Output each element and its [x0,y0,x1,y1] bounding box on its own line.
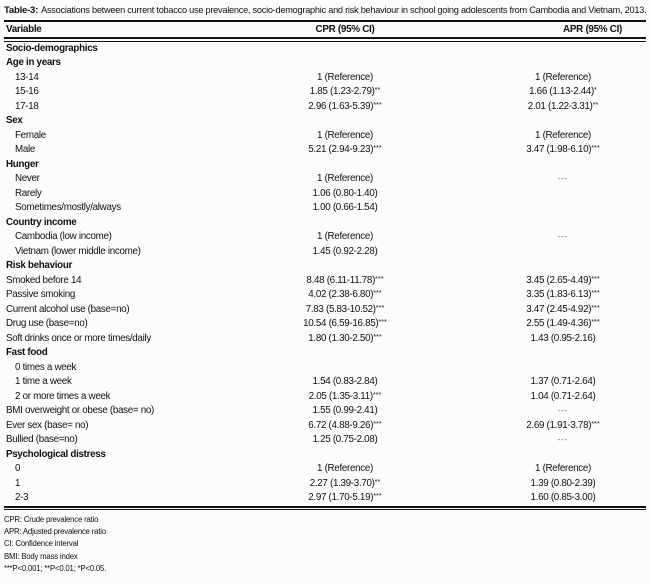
significance-asterisks: *** [378,317,387,326]
footnote-line: APR: Adjusted prevalence ratio [4,527,106,537]
variable-cell: Hunger [6,158,39,170]
variable-cell: 15-16 [15,86,39,97]
significance-asterisks: *** [375,302,385,312]
cpr-value-cell: 1.55 (0.99-2.41) [312,405,378,416]
apr-value-cell: 1.04 (0.71-2.64) [530,390,596,402]
variable-cell: Psychological distress [6,448,106,460]
apr-value-cell [480,448,646,463]
cpr-value-cell [210,56,480,71]
significance-asterisks: *** [591,418,600,428]
table-row [4,201,646,216]
cpr-value-cell: 1.80 (1.30-2.50)*** [308,331,382,344]
variable-cell: Vietnam (lower middle income) [15,245,141,257]
table-row [4,245,646,260]
apr-value-cell [480,42,646,57]
cpr-value-cell: 4.02 (2.38-6.80)*** [308,288,382,300]
variable-cell: 17-18 [15,100,39,112]
col-header-cpr: CPR (95% CI) [315,24,375,35]
apr-value-cell: 1.37 (0.71-2.64) [530,376,596,387]
cpr-value-cell: 1 (Reference) [317,173,373,184]
table-row [4,419,646,434]
apr-value-cell [480,114,646,129]
table-row [4,274,646,289]
significance-asterisks: *** [591,302,600,312]
cpr-value-cell: 1.85 (1.23-2.79)** [309,85,381,97]
significance-asterisks: ** [374,476,381,486]
table-row [4,361,646,376]
table-row [4,85,646,100]
table-row [4,71,646,86]
apr-value-cell [480,201,646,216]
table-row [4,332,646,347]
table-row [4,404,646,419]
table-row [4,477,646,492]
variable-cell: Socio-demographics [6,42,98,54]
footnote-line: CI: Confidence interval [4,539,79,549]
significance-asterisks: ** [592,99,599,109]
variable-cell: 1 time a week [15,376,72,387]
table-row [4,216,646,231]
apr-value-cell [480,172,646,187]
variable-cell: Ever sex (base= no) [6,419,89,431]
cpr-value-cell: 1.25 (0.75-2.08) [312,434,378,445]
no-value-dashes: --- [557,435,569,444]
cpr-value-cell [210,346,480,361]
variable-cell: 0 times a week [15,361,77,373]
apr-value-cell: 3.47 (1.98-6.10)*** [526,143,600,155]
variable-cell: Risk behaviour [6,260,73,271]
table-number-label: Table-3: [4,5,39,16]
table-row [4,56,646,71]
cpr-value-cell: 2.05 (1.35-3.11)*** [308,389,382,402]
cpr-value-cell: 6.72 (4.88-9.26)*** [308,418,382,431]
significance-asterisks: *** [375,273,384,283]
variable-cell: Current alcohol use (base=no) [6,303,130,315]
cpr-value-cell: 1 (Reference) [317,71,373,83]
table-row [4,129,646,144]
apr-value-cell [480,56,646,71]
apr-value-cell [480,230,646,245]
footnotes [4,510,646,575]
cpr-value-cell: 8.48 (6.11-11.78)*** [306,273,384,286]
apr-value-cell [480,404,646,419]
apr-value-cell [480,158,646,173]
significance-asterisks: *** [373,491,382,500]
table-row [4,187,646,202]
variable-cell: Sex [6,115,23,126]
table-row [4,303,646,318]
variable-cell: 0 [15,463,21,474]
table-row [4,375,646,390]
cpr-value-cell [210,448,480,463]
no-value-dashes: --- [557,406,569,415]
cpr-value-cell: 7.83 (5.83-10.52)*** [305,302,385,315]
table-body [4,42,646,506]
variable-cell: Sometimes/mostly/always [15,202,121,213]
table-row [4,317,646,332]
significance-asterisks: ** [374,85,381,94]
table-row [4,158,646,173]
variable-cell: Cambodia (low income) [15,231,112,242]
cpr-value-cell: 10.54 (6.59-16.85)*** [303,317,387,329]
significance-asterisks: *** [591,143,600,152]
cpr-value-cell [210,259,480,274]
variable-cell: 2 or more times a week [15,390,111,402]
apr-value-cell [480,187,646,202]
variable-cell: Never [15,173,40,184]
apr-value-cell [480,433,646,448]
apr-value-cell: 2.01 (1.22-3.31)** [527,99,599,112]
significance-asterisks: *** [373,331,382,341]
table-row [4,42,646,57]
cpr-value-cell: 1.54 (0.83-2.84) [312,376,378,387]
table-caption: Associations between current tobacco use prevalence, socio-demographic and risk behaviour in school going adolescents from Cambodia and Vietnam, 2013. [41,5,647,15]
apr-value-cell: 3.35 (1.83-6.13)*** [526,288,600,300]
table-row [4,230,646,245]
cpr-value-cell: 2.96 (1.63-5.39)*** [308,99,382,112]
variable-cell: 1 [15,477,21,489]
cpr-value-cell: 2.97 (1.70-5.19)*** [308,491,382,503]
apr-value-cell [480,245,646,260]
apr-value-cell: 2.55 (1.49-4.36)*** [526,317,600,329]
col-header-apr: APR (95% CI) [563,24,622,35]
variable-cell: Fast food [6,347,48,358]
footnote-line: CPR: Crude prevalence ratio [4,515,99,524]
table-row [4,390,646,405]
apr-value-cell [480,259,646,274]
significance-asterisks: *** [373,418,382,428]
significance-asterisks: *** [591,273,600,283]
table-title [4,5,646,16]
table-row [4,433,646,448]
cpr-value-cell [210,361,480,376]
significance-asterisks: *** [372,389,382,399]
variable-cell: Drug use (base=no) [6,318,88,329]
apr-value-cell: 1.43 (0.95-2.16) [530,332,596,344]
apr-value-cell: 1.39 (0.80-2.39) [530,477,596,489]
cpr-value-cell: 1.00 (0.66-1.54) [312,202,378,213]
footnote-line: BMI: Body mass index [4,551,78,561]
table-row [4,448,646,463]
table-row [4,100,646,115]
significance-asterisks: *** [591,317,600,326]
table-row [4,259,646,274]
variable-cell: BMI overweight or obese (base= no) [6,405,154,416]
table-row [4,172,646,187]
cpr-value-cell: 5.21 (2.94-9.23)*** [308,143,382,155]
variable-cell: Country income [6,216,77,228]
apr-value-cell: 1 (Reference) [535,463,591,474]
apr-value-cell: 3.45 (2.65-4.49)*** [526,273,600,286]
cpr-value-cell [210,42,480,57]
cpr-value-cell: 1.06 (0.80-1.40) [312,187,378,199]
variable-cell: Female [15,129,46,141]
significance-asterisks: *** [373,288,382,297]
cpr-value-cell: 1 (Reference) [317,129,373,141]
apr-value-cell: 1 (Reference) [535,71,591,83]
apr-value-cell: 1.66 (1.13-2.44)* [529,85,597,97]
apr-value-cell: 2.69 (1.91-3.78)*** [526,418,600,431]
variable-cell: 2-3 [15,492,29,503]
cpr-value-cell: 1.45 (0.92-2.28) [312,245,378,257]
col-header-variable: Variable [6,24,42,35]
cpr-value-cell [210,158,480,173]
variable-cell: 13-14 [15,71,39,83]
apr-value-cell: 1.60 (0.85-3.00) [530,492,596,503]
table-row [4,346,646,361]
significance-asterisks: *** [591,288,600,297]
variable-cell: Rarely [15,187,42,199]
cpr-value-cell [210,216,480,231]
significance-asterisks: *** [373,143,382,152]
table-row [4,491,646,506]
cpr-value-cell: 2.27 (1.39-3.70)** [309,476,381,489]
footnote-line: ***P<0.001; **P<0.01; *P<0.05. [4,563,107,573]
variable-cell: Smoked before 14 [6,274,82,286]
apr-value-cell [480,361,646,376]
no-value-dashes: --- [557,174,569,183]
significance-asterisks: *** [373,99,382,109]
apr-value-cell [480,216,646,231]
apr-value-cell: 3.47 (2.45-4.92)*** [526,302,600,315]
table-row [4,288,646,303]
apr-value-cell [480,346,646,361]
cpr-value-cell [210,114,480,129]
variable-cell: Passive smoking [6,289,76,300]
variable-cell: Age in years [6,57,61,68]
variable-cell: Male [15,144,36,155]
no-value-dashes: --- [557,232,569,241]
table-header-row [4,22,646,37]
significance-asterisks: * [594,85,597,94]
cpr-value-cell: 1 (Reference) [317,463,373,474]
apr-value-cell: 1 (Reference) [535,129,591,141]
cpr-value-cell: 1 (Reference) [317,231,373,242]
variable-cell: Bullied (base=no) [6,434,78,445]
table-row [4,143,646,158]
variable-cell: Soft drinks once or more times/daily [6,332,151,344]
table-row [4,114,646,129]
table-row [4,462,646,477]
